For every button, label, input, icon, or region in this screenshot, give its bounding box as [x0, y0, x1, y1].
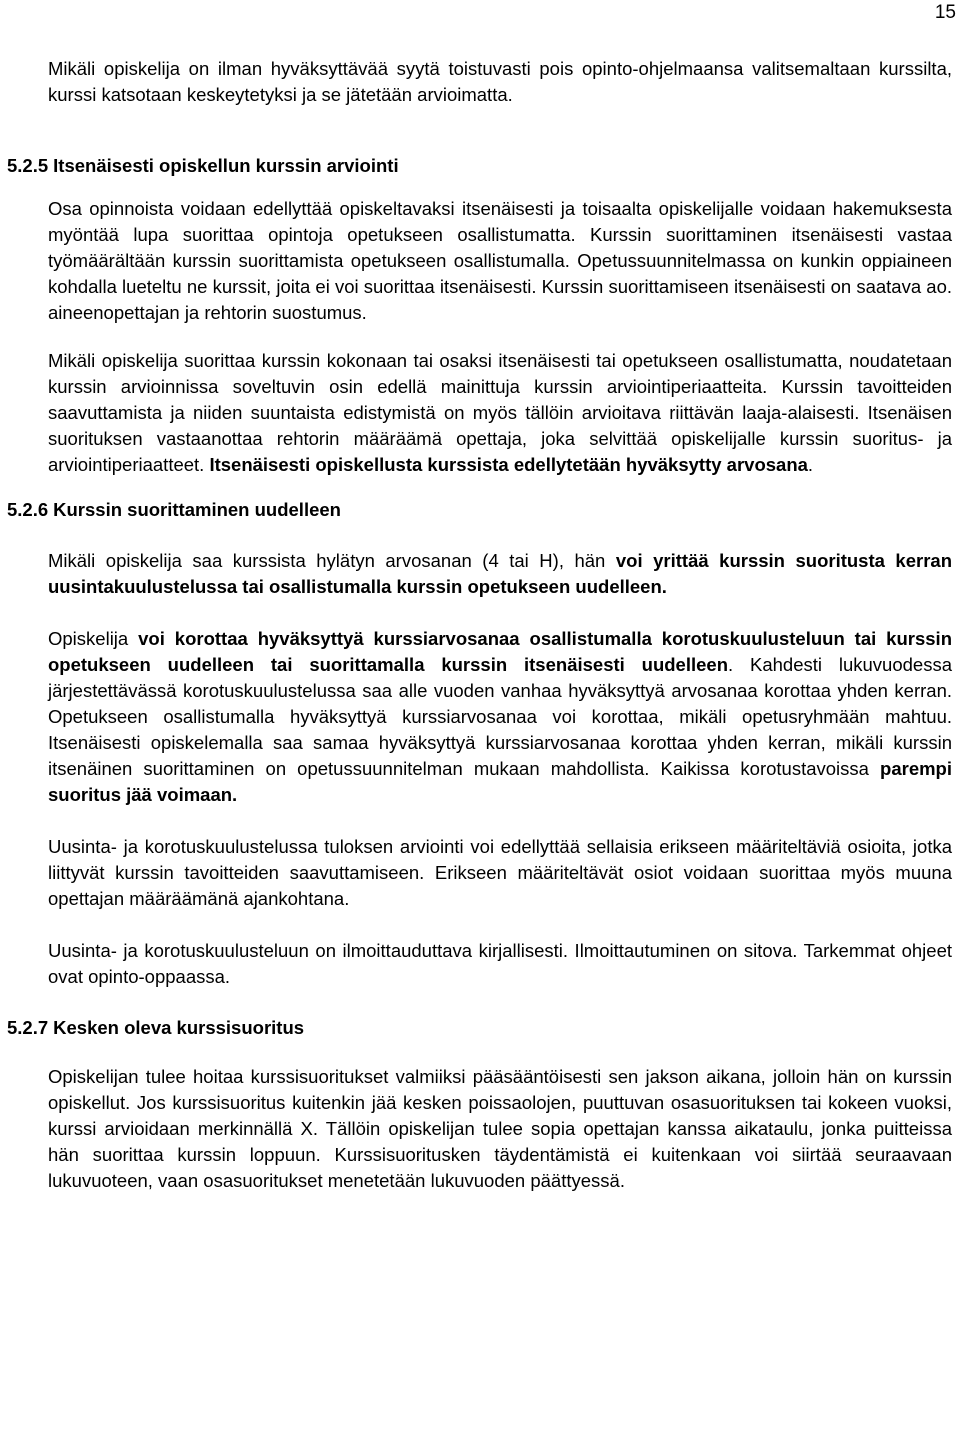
paragraph: Osa opinnoista voidaan edellyttää opiskeltavaksi itsenäisesti ja toisaalta opiskelijalle voidaan hakemuksesta myöntää lupa suorittaa opintoja opetukseen osallistumatta. Kurssin suorittaminen itsenäisesti vastaa työmäärältään kurssin suorittamista opetukseen osallistumalla. Opetussuunnitelmassa on kunkin oppiaineen kohdalla lueteltu ne kurssit, joita ei voi suorittaa itsenäisesti. Kurssin suorittamiseen itsenäisesti on saatava ao. aineenopettajan ja rehtorin suostumus. [48, 198, 952, 323]
paragraph-text: . Kahdesti lukuvuodessa järjestettävässä korotuskuulustelussa saa alle vuoden vanhaa hyväksyttyä arvosanaa korottaa yhden kerran. Opetukseen osallistumalla hyväksyttyä kurssiarvosanaa voi korottaa, mikäli opetusryhmään mahtuu. Itsenäisesti opiskelemalla saa samaa hyväksyttyä kurssiarvosanaa korottaa yhden kerran, mikäli kurssin itsenäinen suorittaminen on opetussuunnitelman mukaan mahdollista. Kaikissa korotustavoissa [48, 654, 952, 779]
paragraph-text: . [807, 454, 814, 475]
paragraph: Opiskelijan tulee hoitaa kurssisuoritukset valmiiksi pääsääntöisesti sen jakson aikana, jolloin hän on kurssin opiskellut. Jos kurssisuoritus kuitenkin jää kesken poissaolojen, puuttuvan osasuorituksen tai kokeen vuoksi, kurssi arvioidaan merkinnällä X. Tällöin opiskelijan tulee sopia opettajan kanssa aikataulu, jonka puitteissa hän suorittaa kurssin loppuun. Kurssisuoritusken täydentämistä ei kuitenkaan voi siirtää seuraavaan lukuvuoteen, vaan osasuoritukset menetetään lukuvuoden päättyessä. [48, 1066, 952, 1191]
paragraph-text: Opiskelija [48, 628, 139, 649]
section-number: 5.2.7 [7, 1017, 49, 1038]
section-number: 5.2.5 [7, 155, 49, 176]
document-body [7, 56, 952, 1194]
paragraph-text: Mikäli opiskelija saa kurssista hylätyn arvosanan (4 tai H), hän [48, 550, 616, 571]
section-heading-525 [7, 154, 952, 178]
paragraph: Uusinta- ja korotuskuulustelussa tuloksen arviointi voi edellyttää sellaisia erikseen määriteltäviä osioita, jotka liittyvät kurssin tavoitteiden saavuttamiseen. Erikseen määriteltävät osiot voidaan suorittaa myös muuna opettajan määräämänä ajankohtana. [48, 836, 952, 909]
section-title: Kurssin suorittaminen uudelleen [53, 499, 341, 520]
paragraph [48, 348, 952, 478]
section-title: Kesken oleva kurssisuoritus [53, 1017, 305, 1038]
section-heading-527 [7, 1016, 952, 1040]
paragraph-text: Mikäli opiskelija suorittaa kurssin kokonaan tai osaksi itsenäisesti tai opetukseen osallistumatta, noudatetaan kurssin arvioinnissa soveltuvin osin edellä mainittuja kurssin arviointiperiaatteita. Kurssin tavoitteiden saavuttamista ja niiden suuntaista edistymistä on myös tällöin arvioitava riittävän laaja-alaisesti. Itsenäisen suorituksen vastaanottaa rehtorin määräämä opettaja, joka selvittää opiskelijalle kurssin suoritus- ja arviointiperiaatteet. [48, 350, 952, 475]
emphasis-text: voi yrittää kurssin suoritusta kerran uusintakuulustelussa tai osallistumalla kurssin opetukseen uudelleen. [48, 550, 952, 597]
section-number: 5.2.6 [7, 499, 49, 520]
paragraph [48, 626, 952, 808]
section-heading-526 [7, 498, 952, 522]
paragraph [48, 548, 952, 600]
emphasis-text: parempi suoritus jää voimaan. [48, 758, 952, 805]
intro-paragraph: Mikäli opiskelija on ilman hyväksyttävää syytä toistuvasti pois opinto-ohjelmaansa valitsemaltaan kurssilta, kurssi katsotaan keskeytetyksi ja se jätetään arvioimatta. [48, 58, 952, 105]
emphasis-text: Itsenäisesti opiskellusta kurssista edellytetään hyväksytty arvosana [209, 454, 808, 475]
paragraph: Uusinta- ja korotuskuulusteluun on ilmoittauduttava kirjallisesti. Ilmoittautuminen on sitova. Tarkemmat ohjeet ovat opinto-oppaassa. [48, 940, 952, 987]
emphasis-text: voi korottaa hyväksyttyä kurssiarvosanaa osallistumalla korotuskuulusteluun tai kurssin opetukseen uudelleen tai suorittamalla kurssin itsenäisesti uudelleen [48, 628, 952, 675]
section-title: Itsenäisesti opiskellun kurssin arviointi [53, 155, 399, 176]
page-number: 15 [934, 2, 956, 23]
